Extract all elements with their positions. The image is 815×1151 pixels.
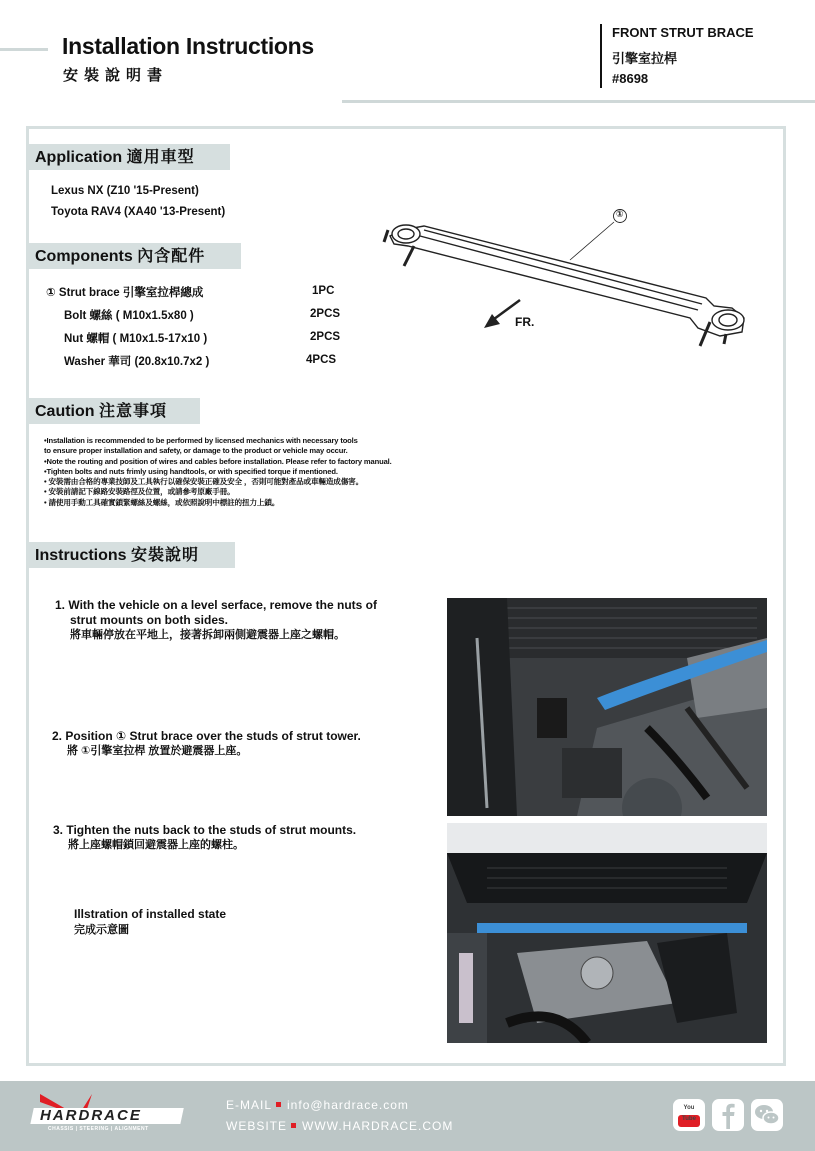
vehicle-1: Lexus NX (Z10 '15-Present) [51,185,199,197]
wechat-icon[interactable] [751,1099,783,1131]
footer-website [226,1119,453,1133]
caution-line: •Note the routing and position of wires and cables before installation. Please refer to factory manual. [44,456,392,466]
step-1-line2: strut mounts on both sides. [70,613,228,627]
photo-strut-mount [447,598,767,816]
step-1 [55,598,435,643]
page-title-zh: 安裝說明書 [63,66,169,84]
youtube-icon-label: You Tube [682,1105,696,1122]
step-3-zh: 將上座螺帽鎖回避震器上座的螺柱。 [68,839,244,851]
section-application [27,144,230,170]
section-instructions-en: Instructions [35,547,127,564]
illustration-caption-en: Illstration of installed state [74,907,227,921]
illustration-caption-zh: 完成示意圖 [74,924,129,936]
caution-line: •Installation is recommended to be performed by licensed mechanics with necessary tools [44,436,358,445]
product-name-en: FRONT STRUT BRACE [612,25,754,40]
caution-line: • 請使用手動工具確實鎖緊螺絲及螺絲，或依照說明中標註的扭力上鎖。 [44,497,280,507]
email-label: E-MAIL [226,1098,273,1112]
section-instructions [27,542,235,568]
direction-label: FR. [515,315,535,329]
strut-brace-drawing [384,225,744,346]
callout-leader [570,222,614,260]
step-2-line1: 2. Position ① Strut brace over the studs of strut tower. [52,729,361,743]
caution-line: •Tighten bolts and nuts frimly using handtools, or with specified torque if mentioned. [44,466,338,476]
footer-email [226,1098,409,1112]
step-2-zh: 將 ①引擎室拉桿 放置於避震器上座。 [67,745,248,757]
section-components-en: Components [35,248,133,265]
component-name: Nut 螺帽 ( M10x1.5-17x10 ) [64,333,208,345]
section-instructions-zh: 安裝說明 [131,545,200,564]
section-caution [27,398,200,424]
footer-brand: HARDRACE [40,1107,142,1124]
section-application-en: Application [35,149,123,166]
header-rule-right [342,100,815,103]
facebook-icon[interactable] [712,1099,744,1131]
component-name: ① Strut brace 引擎室拉桿總成 [46,287,204,299]
footer-tagline: CHASSIS | STEERING | ALIGNMENT [48,1126,149,1132]
strut-brace-diagram [380,200,780,360]
youtube-icon[interactable] [673,1099,705,1131]
step-3 [53,823,433,853]
component-qty: 1PC [312,285,335,297]
step-1-zh: 將車輛停放在平地上，接著拆卸兩側避震器上座之螺帽。 [70,629,345,641]
vehicle-2: Toyota RAV4 (XA40 '13-Present) [51,206,226,218]
component-name: Washer 華司 (20.8x10.7x2 ) [64,356,210,368]
email-link[interactable]: info@hardrace.com [287,1098,409,1112]
component-name: Bolt 螺絲 ( M10x1.5x80 ) [64,310,194,322]
section-caution-zh: 注意事項 [99,401,168,420]
caution-line: • 安裝需由合格的專業技師及工具執行以確保安裝正確及安全 ，否則可能對產品或車輛造成傷害。 [44,477,364,487]
product-name-zh: 引擎室拉桿 [612,51,678,66]
component-qty: 2PCS [310,308,341,320]
photo-strut-mount-art [447,598,767,816]
email-separator [276,1102,281,1107]
website-separator [291,1123,296,1128]
component-qty: 2PCS [310,331,341,343]
step-3-line1: 3. Tighten the nuts back to the studs of strut mounts. [53,823,357,837]
photo-installed-state-art [447,823,767,1043]
section-components [27,243,241,269]
website-label: WEBSITE [226,1119,288,1133]
caution-line: • 安裝前請記下線路安裝路徑及位置，或請參考原廠手冊。 [44,487,235,497]
caution-list [44,436,544,508]
step-2 [52,729,432,759]
section-application-zh: 適用車型 [126,147,195,166]
section-caution-en: Caution [35,403,95,420]
callout-number: ① [616,209,624,219]
header-rule-left [0,48,48,51]
step-1-line1: 1. With the vehicle on a level serface, remove the nuts of [55,598,377,612]
page-title: Installation Instructions [62,33,314,59]
website-link[interactable]: WWW.HARDRACE.COM [302,1119,454,1133]
section-components-zh: 內含配件 [137,246,206,265]
product-code: #8698 [612,71,649,86]
photo-installed-state [447,823,767,1043]
caution-line: to ensure proper installation and safety, or damage to the product or vehicle may occur. [44,446,348,456]
component-qty: 4PCS [306,354,337,366]
product-divider [600,24,602,88]
